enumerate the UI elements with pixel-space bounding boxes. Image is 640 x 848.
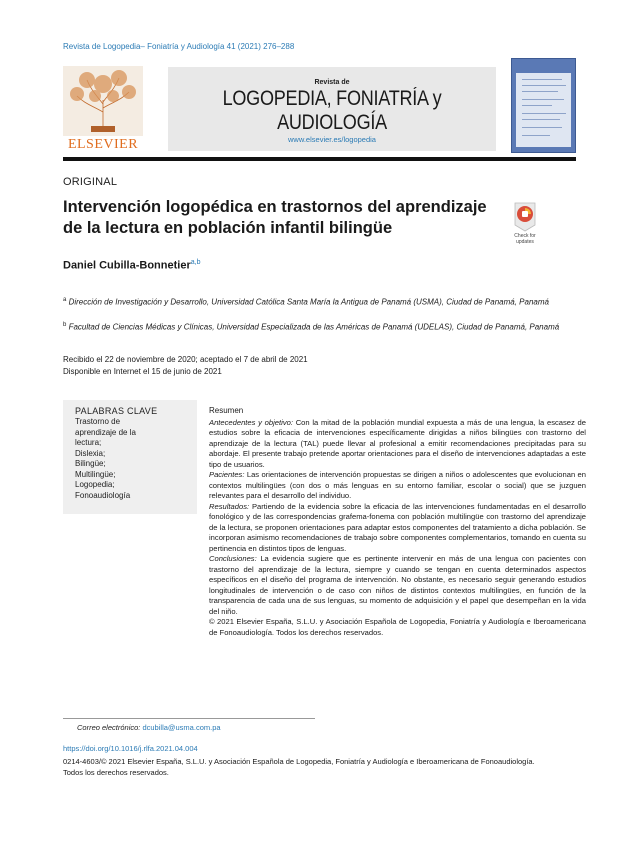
keyword-item: Multilingüe; [75,469,116,479]
abstract-results: Resultados: Partiendo de la evidencia sobre la eficacia de las intervenciones fundamentadas en el desarrollo fonológico y de las correspondencias grafema-fonema con población multilingüe con trastorno del aprendizaje de la lectura, se proponen orientaciones para adaptar estos componentes del tratamiento a dicha población. Se incorporan asimismo recomendaciones de trabajo sobre componentes complementarios, tomando en cuenta su pertinencia en distintos tipos de lenguas. [209,501,586,553]
issn-copyright: 0214-4603/© 2021 Elsevier España, S.L.U. y Asociación Española de Logopedia, Foniatría y Audiología e Iberoamericana de Fonoaudiología. Todos los derechos reservados. [63,757,535,777]
abstract-patients: Pacientes: Las orientaciones de intervención propuestas se dirigen a niños o adolescentes que evolucionan en contextos multilingües (con dos o más lenguas en su entorno familiar, escolar o social) que se juzguen relevantes para el desarrollo del individuo. [209,470,586,500]
doi-link[interactable]: https://doi.org/10.1016/j.rlfa.2021.04.004 [63,744,198,753]
keyword-item: lectura; [75,438,102,447]
abstract-background: Antecedentes y objetivo: Con la mitad de la población mundial expuesta a más de una lengua, la escasez de estudios sobre la eficacia de intervenciones específicamente dirigidas a niños bilingües con trastorno del aprendizaje de la lectura (TAL) puede llevar al profesional a emitir recomendaciones precipitadas para su abordaje. El presente trabajo pretende aportar orientaciones para el diseño de intervenciones adaptadas a este tipo de usuarios. [209,417,586,469]
abstract-heading: Resumen [209,406,244,415]
abstract [209,406,586,638]
header-rule [63,157,576,161]
journal-url-link[interactable]: www.elsevier.es/logopedia [288,135,376,144]
journal-pre-title: Revista de [314,79,350,86]
author-name[interactable]: Daniel Cubilla-Bonnetier [63,259,191,272]
journal-cover-thumbnail [511,58,576,153]
keyword-item: Bilingüe; [75,459,106,468]
author-line [63,259,200,272]
keyword-item: aprendizaje de la [75,427,136,437]
keywords-heading: PALABRAS CLAVE [75,406,158,416]
publisher-wordmark: ELSEVIER [67,137,139,152]
crossmark-label[interactable]: Check for updates [514,233,536,245]
affiliation-b: $^b$ Facultad de Ciencias Médicas y Clínicas, Universidad Especializada de las Américas de Panamá (UDELAS), Ciudad de Panamá, Panamá [63,322,560,332]
article-section: ORIGINAL [63,176,118,188]
received-date: Recibido el 22 de noviembre de 2020; aceptado el 7 de abril de 2021 [63,355,308,364]
keywords-box [63,400,197,514]
correspondence-footnote: Correo electrónico: dcubilla@usma.com.pa [77,723,221,732]
journal-title: LOGOPEDIA, FONIATRÍA y AUDIOLOGÍA [222,87,442,134]
abstract-conclusions: Conclusiones: La evidencia sugiere que es pertinente intervenir en más de una lengua con pacientes con trastorno del aprendizaje de la lectura, siempre y cuando se tengan en cuenta determinados aspectos específicos en el diseño del programa de intervención. No obstante, es necesario seguir generando estudios longitudinales de intervención o de caso con niños de distintos contextos multilingües, en función de la transparencia de cada una de sus lenguas, su momento de adquisición y el papel que desempeñan en la vida del niño. [209,554,586,616]
affiliation-a: $^a$ Dirección de Investigación y Desarrollo, Universidad Católica Santa María la Antigua de Panamá (USMA), Ciudad de Panamá, Panamá [63,297,549,307]
footnote-rule [63,718,315,719]
keyword-item: Trastorno de [75,417,121,426]
running-head[interactable]: Revista de Logopedia– Foniatría y Audiología 41 (2021) 276–288 [63,42,295,51]
cover-content [516,73,571,147]
keyword-item: Logopedia; [75,480,115,489]
keyword-item: Dislexia; [75,448,106,458]
author-affil-refs[interactable]: a,b [190,259,201,266]
author-email-link[interactable]: dcubilla@usma.com.pa [142,723,221,732]
online-date: Disponible en Internet el 15 de junio de 2021 [63,367,222,376]
keyword-item: Fonoaudiología [75,490,131,500]
crossmark-icon[interactable] [512,201,538,233]
abstract-copyright: © 2021 Elsevier España, S.L.U. y Asociación Española de Logopedia, Foniatría y Audiología e Iberoamericana de Fonoaudiología. Todos los derechos reservados. [209,617,586,637]
article-title: Intervención logopédica en trastornos del aprendizaje de la lectura en población infantil bilingüe [63,198,487,237]
journal-header [168,67,496,151]
